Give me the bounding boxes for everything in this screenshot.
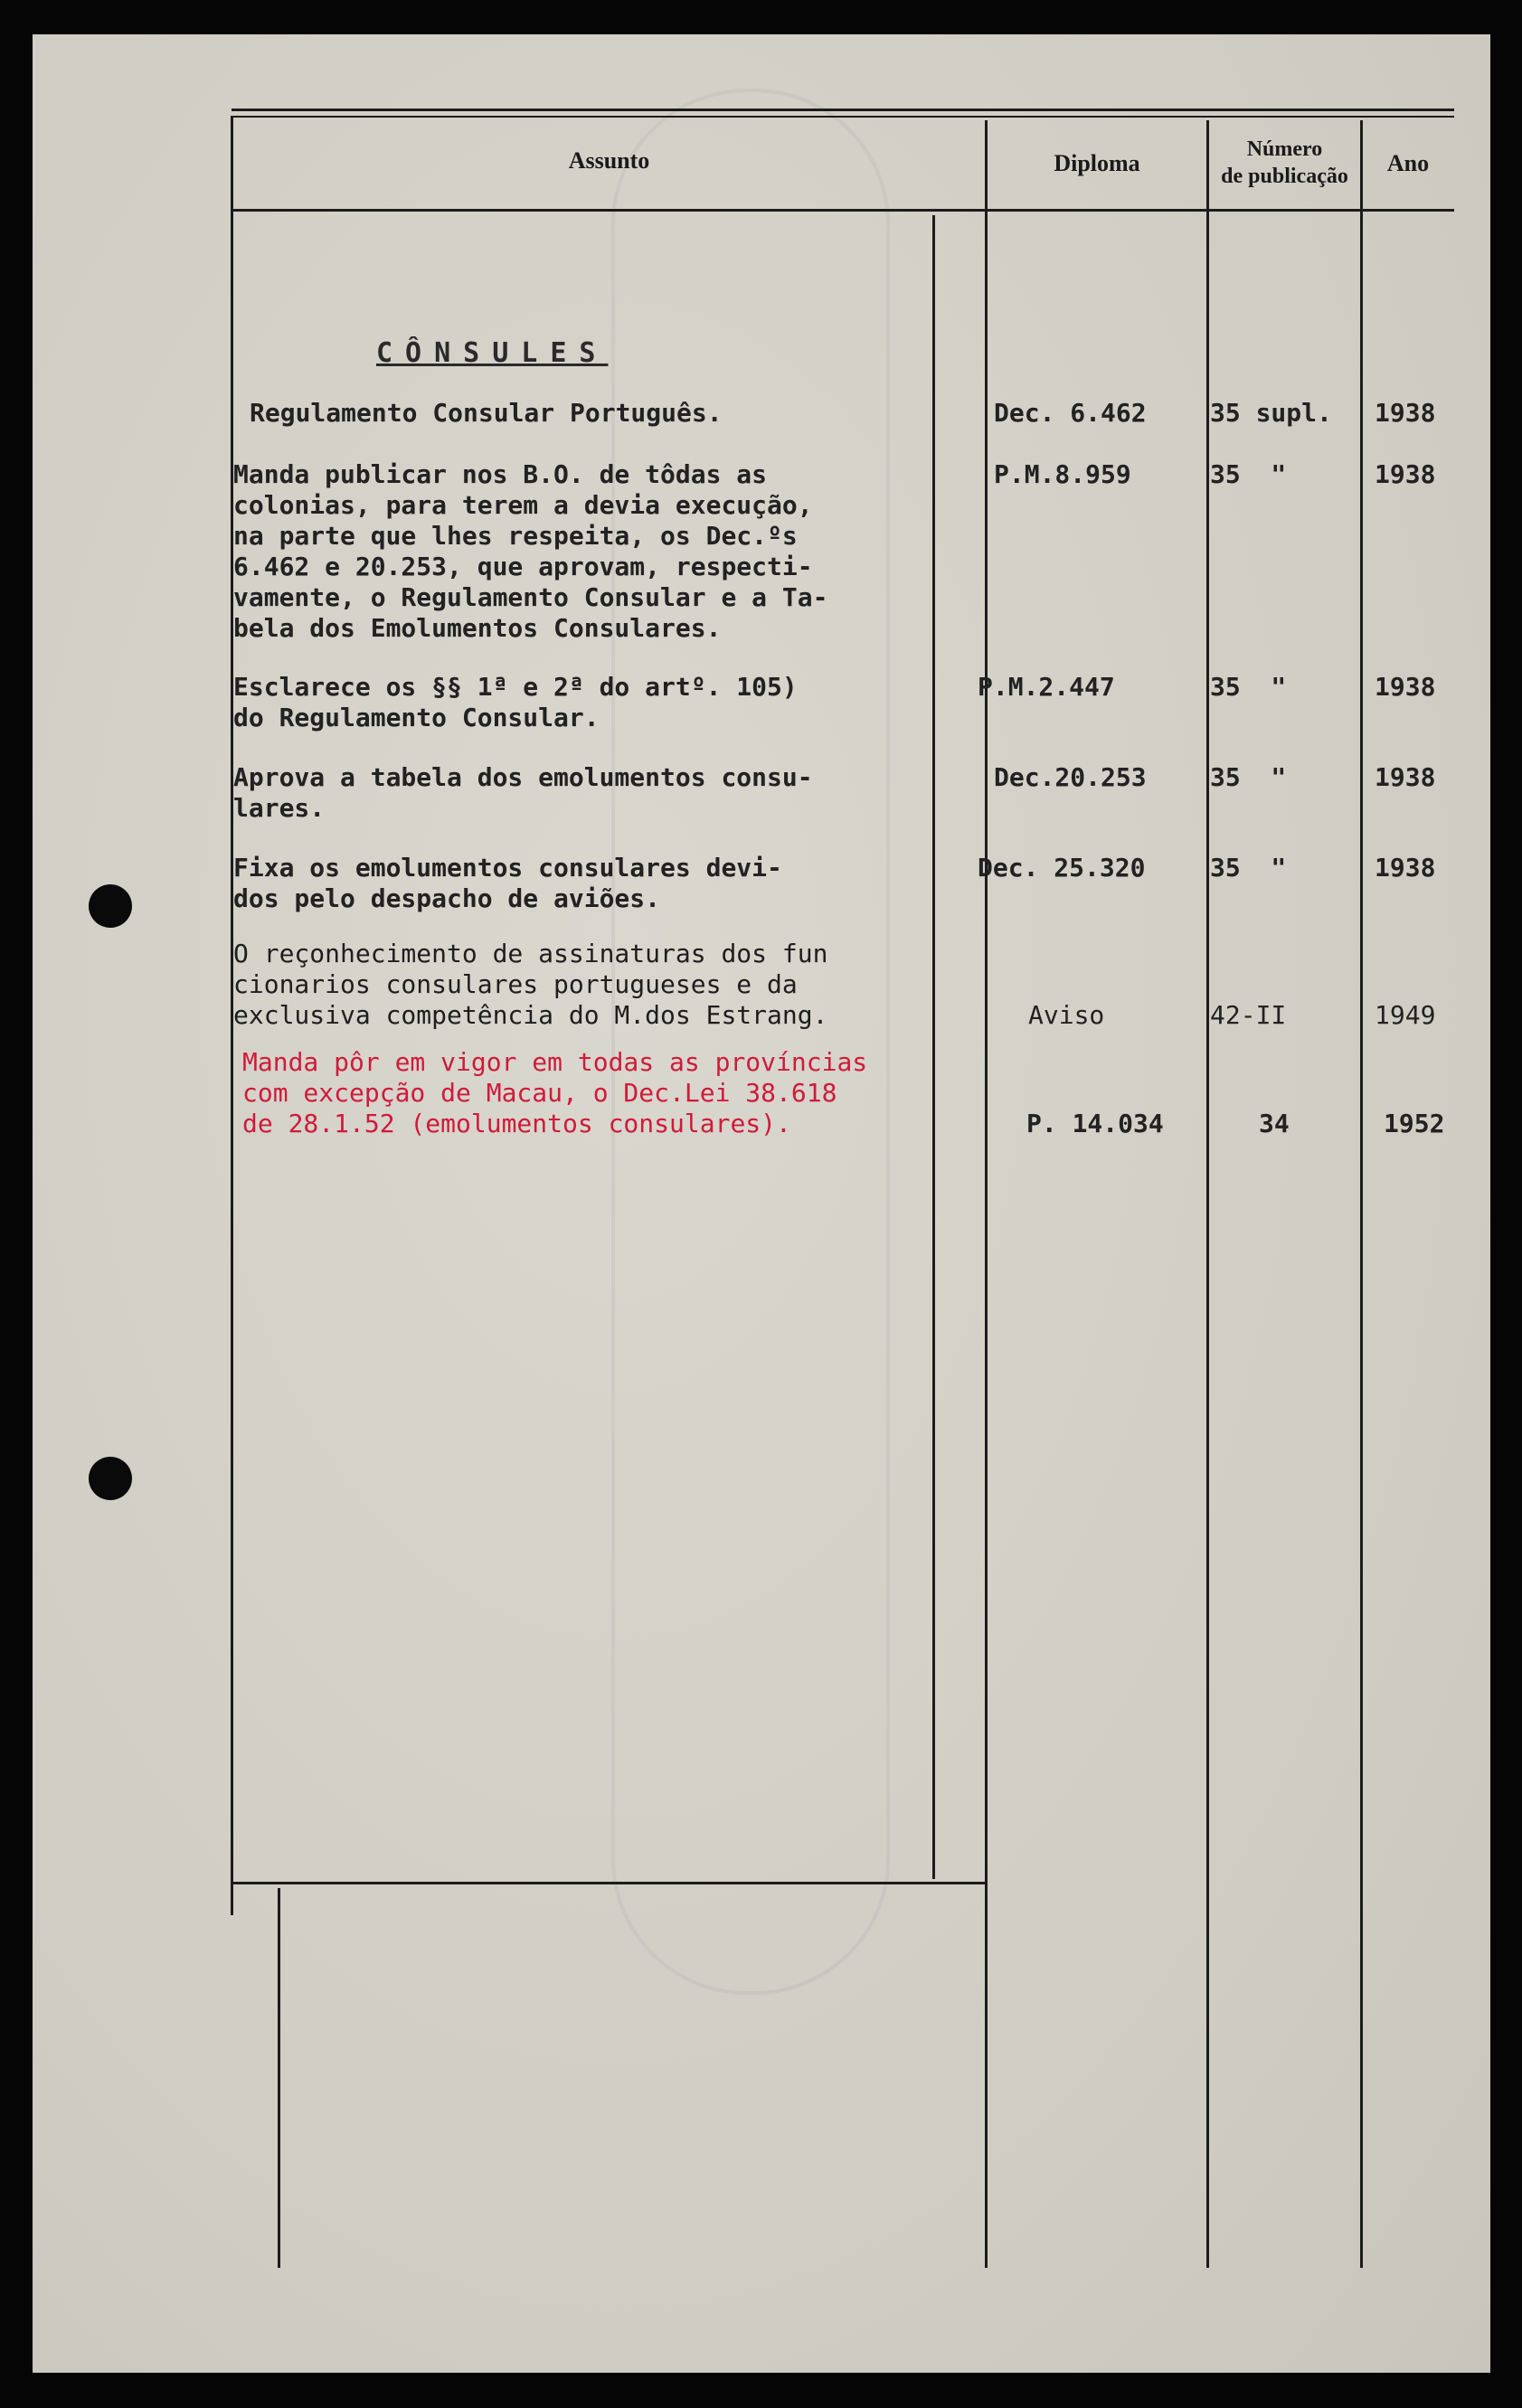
row-1-assunto: Regulamento Consular Português.: [250, 398, 723, 428]
row-1-diploma: Dec. 6.462: [994, 398, 1147, 428]
row-2-numero: 35 ": [1210, 459, 1287, 489]
row-5-assunto: Fixa os emolumentos consulares devi- dos pelo despacho de aviões.: [233, 853, 782, 913]
row-3-diploma: P.M.2.447: [978, 672, 1115, 702]
bottom-box-rule: [232, 1882, 985, 1884]
row-7-ano: 1952: [1384, 1109, 1445, 1138]
row-3-assunto: Esclarece os §§ 1ª e 2ª do artº. 105) do Regulamento Consular.: [233, 672, 798, 732]
row-2-assunto: Manda publicar nos B.O. de tôdas as colonias, para terem a devia execução, na parte que lhes respeita, os Dec.ºs 6.462 e 20.253, que aprovam, respecti- vamente, o Regulamento Consular e a Ta- bela dos Emolumentos Consulares.: [233, 459, 828, 643]
row-6-numero: 42-II: [1210, 1000, 1287, 1030]
row-2-ano: 1938: [1375, 459, 1436, 489]
bottom-box-left-line: [278, 1888, 280, 2268]
col-divider-numero: [1206, 120, 1209, 2268]
document-sheet: [33, 34, 1490, 2373]
punch-hole-top: [89, 884, 132, 928]
row-7-assunto: Manda pôr em vigor em todas as províncias com excepção de Macau, o Dec.Lei 38.618 de 28.1.52 (emolumentos consulares).: [242, 1047, 868, 1138]
row-4-ano: 1938: [1375, 762, 1436, 792]
punch-hole-bottom: [89, 1457, 132, 1500]
row-6-ano: 1949: [1375, 1000, 1436, 1030]
row-4-diploma: Dec.20.253: [994, 762, 1147, 792]
row-2-diploma: P.M.8.959: [994, 459, 1131, 489]
col-divider-ano: [1360, 120, 1363, 2268]
row-1-ano: 1938: [1375, 398, 1436, 428]
top-rule-2: [232, 116, 1454, 118]
header-ano: Ano: [1386, 150, 1430, 176]
header-assunto: Assunto: [568, 147, 650, 174]
row-1-numero: 35 supl.: [1210, 398, 1332, 428]
header-numero-line2: de publicação: [1221, 165, 1348, 188]
row-4-numero: 35 ": [1210, 762, 1287, 792]
section-title: CÔNSULES: [376, 337, 609, 369]
header-rule: [232, 209, 1454, 212]
inner-margin-line: [932, 215, 935, 1879]
row-3-ano: 1938: [1375, 672, 1436, 702]
row-7-numero: 34: [1259, 1109, 1290, 1138]
row-5-numero: 35 ": [1210, 853, 1287, 883]
row-7-diploma: P. 14.034: [1026, 1109, 1164, 1138]
faded-stamp-watermark: [611, 89, 890, 1995]
row-5-diploma: Dec. 25.320: [978, 853, 1146, 883]
header-diploma: Diploma: [1054, 150, 1140, 176]
row-3-numero: 35 ": [1210, 672, 1287, 702]
row-6-diploma: Aviso: [1028, 1000, 1105, 1030]
header-numero-line1: Número: [1246, 137, 1323, 161]
row-5-ano: 1938: [1375, 853, 1436, 883]
top-rule-1: [232, 109, 1454, 111]
row-6-assunto: O reçonhecimento de assinaturas dos fun cionarios consulares portugueses e da exclusiva competência do M.dos Estrang.: [233, 939, 828, 1030]
row-4-assunto: Aprova a tabela dos emolumentos consu- lares.: [233, 762, 813, 823]
col-divider-diploma: [985, 120, 988, 2268]
